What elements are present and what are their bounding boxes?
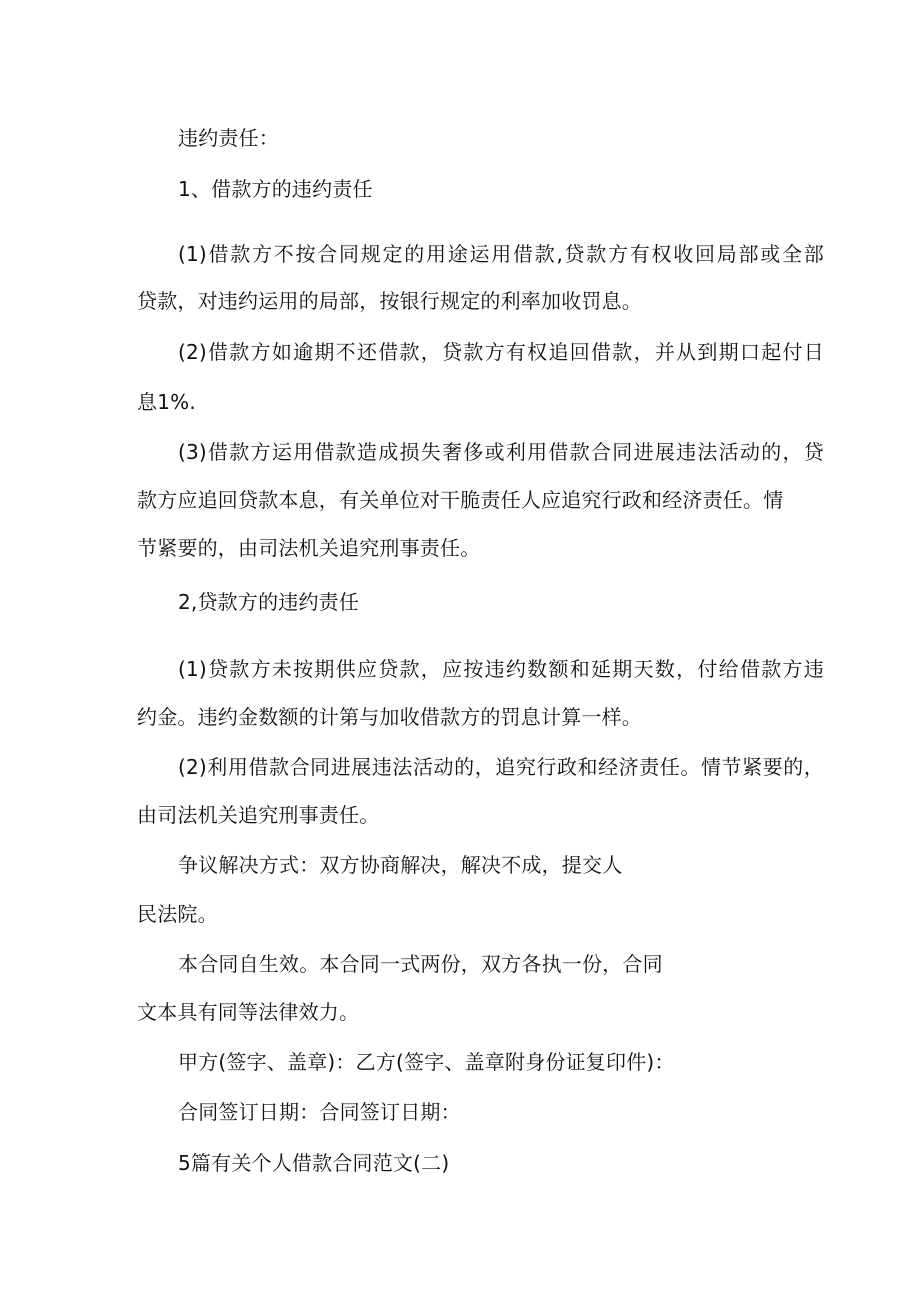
signing-dates: 合同签订日期：合同签订日期： (178, 1100, 461, 1124)
next-section-title: 5篇有关个人借款合同范文(二) (178, 1151, 450, 1175)
clause-2-2-line-2: 由司法机关追究刑事责任。 (137, 803, 380, 827)
clause-2-1-line-2: 约金。违约金数额的计第与加收借款方的罚息计算一样。 (137, 705, 642, 729)
clause-2-1-line-1: (1)贷款方未按期供应贷款，应按违约数额和延期天数，付给借款方违 (178, 657, 824, 681)
clause-1-2-line-2: 息1%. (137, 390, 196, 414)
dispute-resolution-line-1: 争议解决方式：双方协商解决，解决不成，提交人 (178, 853, 623, 877)
clause-1-1-line-1: (1)借款方不按合同规定的用途运用借款,贷款方有权收回局部或全部 (178, 242, 824, 266)
clause-1-3-line-1: (3)借款方运用借款造成损失奢侈或利用借款合同进展违法活动的，贷 (178, 440, 824, 464)
signature-parties: 甲方(签字、盖章)：乙方(签字、盖章附身份证复印件)： (178, 1050, 675, 1074)
effectiveness-line-1: 本合同自生效。本合同一式两份，双方各执一份，合同 (178, 952, 663, 976)
section-heading-breach: 违约责任： (178, 126, 279, 150)
clause-1-2-line-1: (2)借款方如逾期不还借款，贷款方有权追回借款，并从到期口起付日 (178, 340, 824, 364)
effectiveness-line-2: 文本具有同等法律效力。 (137, 1000, 360, 1024)
subheading-lender-liability: 2,贷款方的违约责任 (178, 590, 360, 614)
clause-1-1-line-2: 贷款，对违约运用的局部，按银行规定的利率加收罚息。 (137, 289, 642, 313)
subheading-borrower-liability: 1、借款方的违约责任 (178, 177, 373, 201)
clause-1-3-line-3: 节紧要的，由司法机关追究刑事责任。 (137, 536, 481, 560)
clause-2-2-line-1: (2)利用借款合同进展违法活动的，追究行政和经济责任。情节紧要的， (178, 755, 824, 779)
dispute-resolution-line-2: 民法院。 (137, 902, 218, 926)
clause-1-3-line-2: 款方应追回贷款本息，有关单位对干脆责任人应追究行政和经济责任。情 (137, 488, 784, 512)
